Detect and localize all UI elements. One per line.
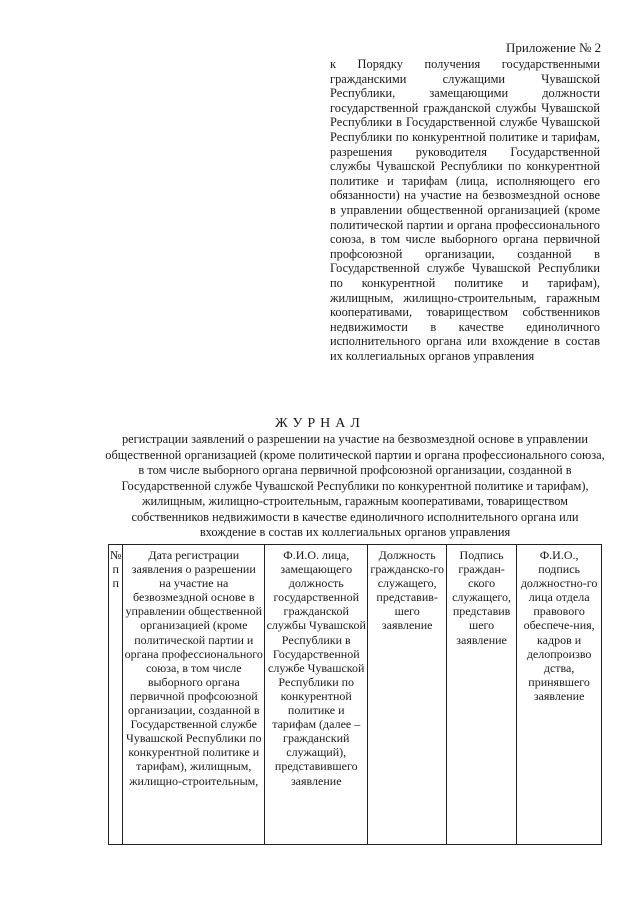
appendix-title: Приложение № 2 <box>506 40 602 55</box>
appendix-body: к Порядку получения государственными гражданскими служащими Чувашской Республики, замещающими должности государственной гражданской службы Чувашской Республики в Государственной службе Чувашской Республики по конкурентной политике и тарифам, разрешения руководителя Государственной службы Чувашской Республики по конкурентной политике и тарифам (лица, исполняющего его обязанности) на участие на безвозмездной основе в управлении общественной организацией (кроме политической партии и органа профессионального союза, в том числе выборного органа первичной профсоюзной организации, созданной в Государственной службе Чувашской Республики по конкурентной политике и тарифам), жилищным, жилищно-строительным, гаражным кооперативами, товариществом собственников недвижимости в качестве единоличного исполнительного органа или вхождение в состав их коллегиальных органов управления <box>330 57 600 363</box>
register-table <box>108 544 602 845</box>
journal-title: ЖУРНАЛ <box>275 416 365 431</box>
column-header-employee-name: Ф.И.О. лица, замещающего должность государственной гражданской службы Чувашской Республики в Государственной службе Чувашской Республики по конкурентной политике и тарифам (далее – гражданский служащий), представившего заявление <box>265 545 368 845</box>
column-header-employee-signature: Подпись граждан-ского служащего, представив шего заявление <box>446 545 516 845</box>
column-header-number: № пп <box>109 545 123 845</box>
column-header-registration-date: Дата регистрации заявления о разрешении на участие на безвозмездной основе в управлении общественной организацией (кроме политической партии и органа профессионального союза, в том числе выборного органа первичной профсоюзной организации, созданной в Государственной службе Чувашской Республики по конкурентной политике и тарифам), жилищным, жилищно-строительным, <box>123 545 265 845</box>
table-header-row <box>109 545 602 845</box>
column-header-receiving-official: Ф.И.О., подпись должностно-го лица отдела правового обеспече-ния, кадров и делопроизво дства, принявшего заявление <box>517 545 602 845</box>
journal-subtitle: регистрации заявлений о разрешении на участие на безвозмездной основе в управлении общественной организацией (кроме политической партии и органа профессионального союза, в том числе выборного органа первичной профсоюзной организации, созданной в Государственной службе Чувашской Республики по конкурентной политике и тарифам), жилищным, жилищно-строительным, гаражным кооперативами, товариществом собственников недвижимости в качестве единоличного исполнительного органа или вхождение в состав их коллегиальных органов управления <box>105 432 605 539</box>
column-header-employee-position: Должность гражданско-го служащего, представив-шего заявление <box>368 545 447 845</box>
